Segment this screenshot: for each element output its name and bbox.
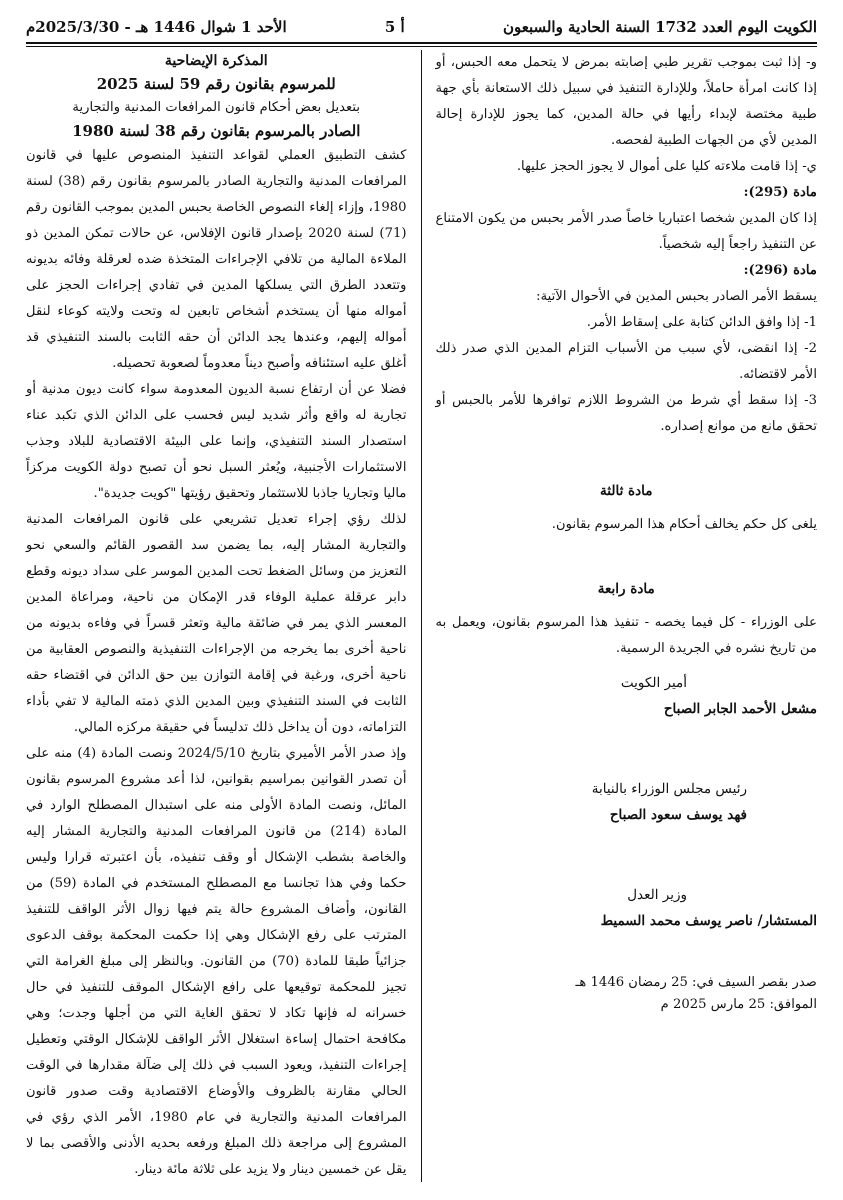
header-divider: [26, 42, 817, 47]
article-295-heading: مادة (295):: [743, 185, 817, 200]
memo-law: الصادر بالمرسوم بقانون رقم 38 لسنة 1980: [72, 122, 361, 140]
prime-minister-title: رئيس مجلس الوزراء بالنيابة: [591, 781, 747, 797]
page-header: [26, 14, 817, 40]
header-date: الأحد 1 شوال 1446 هـ - 2025/3/30م: [26, 18, 287, 36]
memo-title: المذكرة الإيضاحية: [164, 53, 268, 69]
emir-name: مشعل الأحمد الجابر الصباح: [663, 701, 817, 717]
memo-subject: بتعديل بعض أحكام قانون المرافعات المدنية والتجارية: [72, 100, 361, 115]
emir-title: أمير الكويت: [620, 675, 687, 691]
left-column: [26, 50, 422, 1182]
issued-place-date: صدر بقصر السيف في: 25 رمضان 1446 هـ: [575, 975, 817, 990]
header-newspaper-issue: الكويت اليوم العدد 1732 السنة الحادية والسبعون: [502, 18, 817, 36]
article-296-heading: مادة (296):: [743, 263, 817, 278]
clause-y: ي- إذا قامت ملاءته كليا على أموال لا يجوز الحجز عليها.: [516, 159, 817, 174]
article-296-item-3: 3- إذا سقط أي شرط من الشروط اللازم توافرها للأمر بالحبس أو تحقق مانع من موانع إصداره.: [435, 393, 817, 434]
issued-gregorian-date: الموافق: 25 مارس 2025 م: [660, 997, 817, 1012]
article-296-intro: يسقط الأمر الصادر بحبس المدين في الأحوال الآتية:: [536, 289, 817, 304]
article-3-heading: مادة ثالثة: [600, 483, 653, 499]
article-4-text: على الوزراء - كل فيما يخصه - تنفيذ هذا المرسوم بقانون، ويعمل به من تاريخ نشره في الجريدة الرسمية.: [435, 615, 817, 656]
article-3-text: يلغى كل حكم يخالف أحكام هذا المرسوم بقانون.: [551, 517, 817, 532]
justice-minister-title: وزير العدل: [627, 887, 687, 903]
article-4-heading: مادة رابعة: [597, 581, 655, 597]
header-page-number: أ 5: [384, 18, 405, 36]
memo-paragraph-2: فضلا عن أن ارتفاع نسبة الديون المعدومة سواء كانت ديون مدنية أو تجارية له واقع وأثر شديد ليس فحسب على الدائن الذي تكبد عناء استصدار السند التنفيذي، وإنما على البيئة الاقتصادية للبلاد وجذب الاستثمارات الأجنبية، ويُعثر السبل نحو أن تصبح دولة الكويت مركزاً ماليا وتجاريا جاذبا للاستثمار وتحقيق رؤيتها "كويت جديدة".: [26, 382, 407, 501]
justice-minister-name: المستشار/ ناصر يوسف محمد السميط: [600, 913, 817, 929]
prime-minister-name: فهد يوسف سعود الصباح: [609, 807, 747, 823]
article-295-text: إذا كان المدين شخصا اعتباريا خاصاً صدر الأمر بحبس من يكون الامتناع عن التنفيذ راجعاً إليه شخصياً.: [435, 211, 817, 252]
right-column: [422, 50, 818, 1182]
memo-decree: للمرسوم بقانون رقم 59 لسنة 2025: [96, 75, 336, 93]
memo-paragraph-4: وإذ صدر الأمر الأميري بتاريخ 2024/5/10 ونصت المادة (4) منه على أن تصدر القوانين بمراسيم بقوانين، لذا أعد مشروع المرسوم بقانون المائل، ونصت المادة الأولى منه على استبدال المصطلح الوارد في المادة (214) من قانون المرافعات المدنية والتجارية المشار إليه والخاصة بشطب الإشكال أو وقف تنفيذه، بأن اعتبرته قرارا وليس حكما وفي هذا تجانسا مع المصطلح المستخدم في المادة (59) من القانون، وأضاف المشروع حالة يتم فيها زوال الأثر الواقف للتنفيذ المترتب على رفع الإشكال وهي إذا حكمت المحكمة بوقف الدعوى جزائياً طبقا للمادة (70) من القانون. وبالنظر إلى مبلغ الغرامة التي تجيز للمحكمة توقيعها على رافع الإشكال الموقف للتنفيذ في حال خسرانه له فإنها تكاد لا تحقق الغاية التي من أجلها وجدت؛ وهي مكافحة احتمال إساءة استغلال الأثر الواقف للإشكال الوقتي وتعطيل إجراءات التنفيذ، ويعود السبب في ذلك إلى ضآلة مقدارها في الوقت الحالي مقارنة بالظروف والأوضاع الاقتصادية وقت صدور قانون المرافعات المدنية والتجارية في عام 1980، الأمر الذي رؤي في المشروع إلى مراجعة ذلك المبلغ ورفعه بحديه الأدنى والأقصى بما لا يقل عن خمسين دينار ولا يزيد على ثلاثة مائة دينار.: [26, 746, 407, 1177]
memo-paragraph-3: لذلك رؤي إجراء تعديل تشريعي على قانون المرافعات المدنية والتجارية المشار إليه، بما يضمن سد القصور القائم والسعي نحو التعزيز من وسائل الضغط تحت المدين الموسر على سداد ديونه وقطع دابر عرقلة عملية الوفاء قدر الإمكان من ناحية، ومراعاة المدين المعسر الذي يمر في ضائقة مالية وتعثر قسراً في وفاءه بديونه من ناحية أخرى بما يخرجه من الإجراءات التنفيذية والنصوص العقابية من ناحية أخرى، ورغبة في إقامة التوازن بين حق الدائن في اقتضاء حقه الثابت في السند التنفيذي وبين المدين الذي ذمته المالية لا تفي بأداء التزاماته، دون أن يداخل ذلك تدليساً في حقيقة مركزه المالي.: [26, 512, 407, 735]
clause-w: و- إذا ثبت بموجب تقرير طبي إصابته بمرض لا يتحمل معه الحبس، أو إذا كانت امرأة حاملاً، وللإدارة التنفيذ في سبيل ذلك الاستعانة بأي جهة طبية مختصة لإبداء رأيها في حالة المدين، كما يجوز للإدارة إحالة المدين لأي من الجهات الطبية لفحصه.: [435, 55, 817, 148]
page-columns: [26, 50, 817, 1182]
memo-paragraph-1: كشف التطبيق العملي لقواعد التنفيذ المنصوص عليها في قانون المرافعات المدنية والتجارية الصادر بالمرسوم بقانون رقم (38) لسنة 1980، وإزاء إلغاء النصوص الخاصة بحبس المدين بموجب القانون رقم (71) لسنة 2020 بإصدار قانون الإفلاس، عن حالات تمكن المدين ذو الملاءة المالية من تلافي الإجراءات المتخذة ضده لعرقلة وفائه بديونه وتتعدد الطرق التي يسلكها المدين في تفادي إجراءات الحجز على أمواله منها أن يستخدم أشخاص تابعين له وتحت ولايته كوعاء لنقل أمواله إليهم، وعندها يجد الدائن أن حقه الثابت بالسند التنفيذي قد أغلق عليه استئنافه وأصبح ديناً معدوماً لصعوبة تحصيله.: [26, 148, 407, 371]
article-296-item-1: 1- إذا وافق الدائن كتابة على إسقاط الأمر.: [586, 315, 817, 330]
article-296-item-2: 2- إذا انقضى، لأي سبب من الأسباب التزام المدين الذي صدر ذلك الأمر لاقتضائه.: [435, 341, 817, 382]
